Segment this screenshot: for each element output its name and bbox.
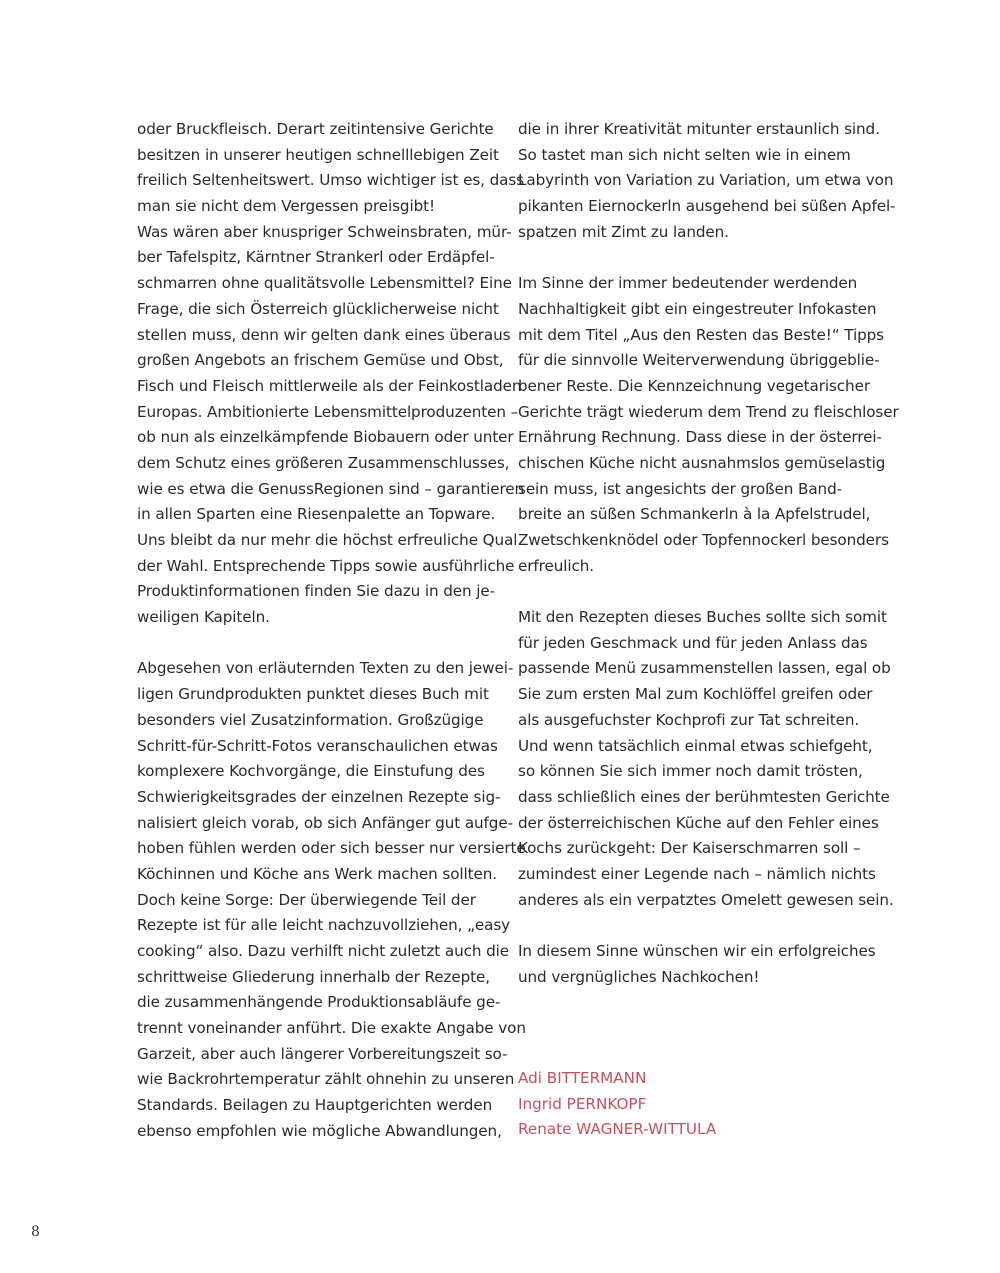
text-line: Sie zum ersten Mal zum Kochlöffel greifen oder bbox=[518, 685, 873, 704]
text-line: Abgesehen von erläuternden Texten zu den jewei- bbox=[137, 659, 514, 678]
text-line: Kochs zurückgeht: Der Kaiserschmarren soll – bbox=[518, 839, 861, 858]
paragraph bbox=[518, 939, 876, 990]
paragraph-gap bbox=[518, 579, 870, 605]
paragraph-gap bbox=[518, 913, 870, 939]
text-line: mit dem Titel „Aus den Resten das Beste!“ Tipps bbox=[518, 325, 884, 344]
text-line: bener Reste. Die Kennzeichnung vegetarischer bbox=[518, 376, 870, 395]
text-line: ob nun als einzelkämpfende Biobauern oder unter bbox=[137, 428, 514, 447]
author-list bbox=[518, 1066, 716, 1143]
left-text-column bbox=[137, 117, 526, 1145]
text-line: Köchinnen und Köche ans Werk machen sollten. bbox=[137, 864, 497, 883]
author-name: Adi BITTERMANN bbox=[518, 1069, 647, 1087]
text-line: für jeden Geschmack und für jeden Anlass das bbox=[518, 633, 868, 652]
text-line: ber Tafelspitz, Kärntner Strankerl oder Erdäpfel- bbox=[137, 248, 495, 267]
text-line: Rezepte ist für alle leicht nachzuvollziehen, „easy bbox=[137, 916, 511, 935]
text-line: Mit den Rezepten dieses Buches sollte sich somit bbox=[518, 608, 887, 627]
text-line: Schritt-für-Schritt-Fotos veranschaulichen etwas bbox=[137, 736, 498, 755]
text-line: erfreulich. bbox=[518, 556, 594, 575]
text-line: ebenso empfohlen wie mögliche Abwandlungen, bbox=[137, 1121, 502, 1140]
text-line: freilich Seltenheitswert. Umso wichtiger ist es, dass bbox=[137, 171, 524, 190]
paragraph bbox=[518, 605, 894, 913]
text-line: So tastet man sich nicht selten wie in einem bbox=[518, 145, 851, 164]
paragraph bbox=[518, 117, 896, 245]
text-line: Zwetschkenknödel oder Topfennockerl besonders bbox=[518, 531, 889, 549]
text-line: schrittweise Gliederung innerhalb der Rezepte, bbox=[137, 967, 490, 986]
paragraph bbox=[137, 656, 526, 1144]
text-line: hoben fühlen werden oder sich besser nur versierte bbox=[137, 839, 526, 858]
text-line: die zusammenhängende Produktionsabläufe ge- bbox=[137, 993, 501, 1012]
author-name: Renate WAGNER-WITTULA bbox=[518, 1120, 717, 1139]
text-line: Garzeit, aber auch längerer Vorbereitungszeit so- bbox=[137, 1044, 508, 1063]
text-line: cooking“ also. Dazu verhilft nicht zuletzt auch die bbox=[137, 942, 510, 960]
text-line: nalisiert gleich vorab, ob sich Anfänger gut aufge- bbox=[137, 813, 513, 832]
text-line: sein muss, ist angesichts der großen Band- bbox=[518, 479, 842, 498]
text-line: Frage, die sich Österreich glücklicherweise nicht bbox=[137, 299, 499, 318]
text-line: Labyrinth von Variation zu Variation, um etwa von bbox=[518, 171, 894, 190]
text-line: Uns bleibt da nur mehr die höchst erfreuliche Qual bbox=[137, 531, 518, 549]
text-line: oder Bruckfleisch. Derart zeitintensive Gerichte bbox=[137, 120, 494, 138]
text-line: In diesem Sinne wünschen wir ein erfolgreiches bbox=[518, 942, 876, 960]
text-line: anderes als ein verpatztes Omelett gewesen sein. bbox=[518, 890, 894, 909]
text-line: wie Backrohrtemperatur zählt ohnehin zu unseren bbox=[137, 1070, 515, 1089]
text-line: passende Menü zusammenstellen lassen, egal ob bbox=[518, 659, 891, 678]
text-line: Schwierigkeitsgrades der einzelnen Rezepte sig- bbox=[137, 787, 501, 806]
text-line: breite an süßen Schmankerln à la Apfelstrudel, bbox=[518, 505, 871, 524]
text-line: komplexere Kochvorgänge, die Einstufung des bbox=[137, 762, 485, 781]
text-line: für die sinnvolle Weiterverwendung übriggeblie- bbox=[518, 351, 880, 370]
text-line: wie es etwa die GenussRegionen sind – garantieren bbox=[137, 479, 525, 498]
paragraph-gap bbox=[518, 245, 870, 271]
text-line: Europas. Ambitionierte Lebensmittelproduzenten – bbox=[137, 402, 519, 421]
text-line: als ausgefuchster Kochprofi zur Tat schreiten. bbox=[518, 710, 860, 729]
author-name: Ingrid PERNKOPF bbox=[518, 1094, 647, 1113]
text-line: so können Sie sich immer noch damit trösten, bbox=[518, 762, 863, 781]
text-line: chischen Küche nicht ausnahmslos gemüselastig bbox=[518, 453, 886, 472]
text-line: und vergnügliches Nachkochen! bbox=[518, 967, 760, 986]
text-line: pikanten Eiernockerln ausgehend bei süßen Apfel- bbox=[518, 197, 896, 216]
text-line: Nachhaltigkeit gibt ein eingestreuter Infokasten bbox=[518, 299, 877, 318]
text-line: großen Angebots an frischem Gemüse und Obst, bbox=[137, 351, 504, 370]
text-line: Und wenn tatsächlich einmal etwas schiefgeht, bbox=[518, 736, 873, 755]
text-line: trennt voneinander anführt. Die exakte Angabe von bbox=[137, 1019, 526, 1038]
text-line: in allen Sparten eine Riesenpalette an Topware. bbox=[137, 505, 496, 524]
text-line: ligen Grundprodukten punktet dieses Buch mit bbox=[137, 685, 489, 704]
text-line: schmarren ohne qualitätsvolle Lebensmittel? Eine bbox=[137, 274, 512, 293]
page-number: 8 bbox=[31, 1224, 40, 1240]
text-line: dem Schutz eines größeren Zusammenschlusses, bbox=[137, 453, 510, 472]
text-line: man sie nicht dem Vergessen preisgibt! bbox=[137, 197, 435, 216]
text-line: Fisch und Fleisch mittlerweile als der Feinkostladen bbox=[137, 376, 522, 395]
text-line: besitzen in unserer heutigen schnelllebigen Zeit bbox=[137, 145, 499, 164]
text-line: Produktinformationen finden Sie dazu in den je- bbox=[137, 582, 496, 601]
text-line: dass schließlich eines der berühmtesten Gerichte bbox=[518, 787, 890, 806]
text-line: der Wahl. Entsprechende Tipps sowie ausführliche bbox=[137, 556, 515, 575]
paragraph bbox=[518, 271, 899, 579]
text-line: der österreichischen Küche auf den Fehler eines bbox=[518, 813, 879, 832]
text-line: Standards. Beilagen zu Hauptgerichten werden bbox=[137, 1096, 493, 1115]
text-line: stellen muss, denn wir gelten dank eines überaus bbox=[137, 325, 511, 344]
text-line: besonders viel Zusatzinformation. Großzügige bbox=[137, 710, 484, 729]
text-line: die in ihrer Kreativität mitunter erstaunlich sind. bbox=[518, 120, 880, 138]
right-text-column bbox=[518, 117, 899, 990]
text-line: Doch keine Sorge: Der überwiegende Teil der bbox=[137, 890, 476, 909]
text-line: spatzen mit Zimt zu landen. bbox=[518, 222, 729, 241]
text-line: Was wären aber knuspriger Schweinsbraten, mür- bbox=[137, 222, 512, 241]
paragraph bbox=[137, 117, 525, 631]
text-line: zumindest einer Legende nach – nämlich nichts bbox=[518, 864, 876, 883]
text-line: Im Sinne der immer bedeutender werdenden bbox=[518, 274, 858, 293]
text-line: Gerichte trägt wiederum dem Trend zu fleischloser bbox=[518, 402, 899, 421]
text-line: weiligen Kapiteln. bbox=[137, 608, 270, 627]
paragraph-gap bbox=[137, 631, 489, 657]
text-line: Ernährung Rechnung. Dass diese in der österrei- bbox=[518, 428, 882, 447]
